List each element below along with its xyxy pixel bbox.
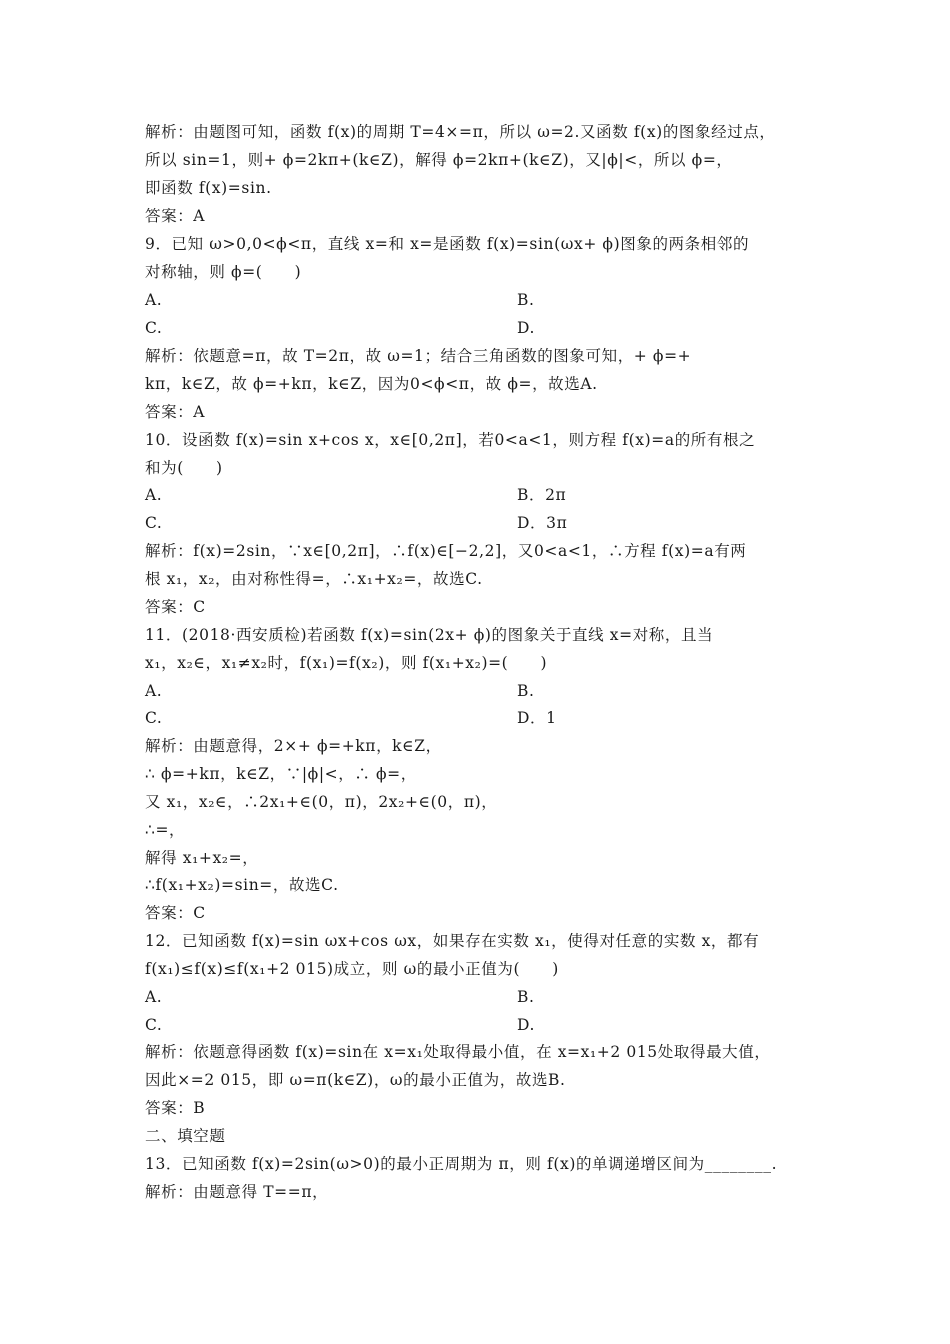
solution-line: 解析：依题意得函数 f(x)=sin在 x=x₁处取得最小值，在 x=x₁+2 015处取得最大值， [145,1043,771,1061]
solution-line: 解析：由题意得 T==π， [145,1183,329,1201]
answer-line: 答案：A [145,403,206,421]
question-9: 9．已知 ω>0,0<ϕ<π，直线 x=和 x=是函数 f(x)=sin(ωx+ ϕ)图象的两条相邻的 [145,235,750,253]
question-11: 11．(2018·西安质检)若函数 f(x)=sin(2x+ ϕ)的图象关于直线 x=对称，且当 [145,626,714,644]
solution-line: ∴=， [145,821,186,839]
option-d: D. [517,1016,536,1034]
solution-line: 所以 sin=1，则+ ϕ=2kπ+(k∈Z)，解得 ϕ=2kπ+(k∈Z)，又|ϕ|<，所以 ϕ=， [145,151,733,169]
question-13: 13．已知函数 f(x)=2sin(ω>0)的最小正周期为 π，则 f(x)的单调递增区间为________. [145,1155,778,1173]
solution-line: kπ，k∈Z，故 ϕ=+kπ，k∈Z，因为0<ϕ<π，故 ϕ=，故选A. [145,375,598,393]
option-d: D．1 [517,709,557,727]
solution-line: ∴ ϕ=+kπ，k∈Z，∵|ϕ|<，∴ ϕ=， [145,765,417,783]
option-a: A. [145,486,163,504]
option-d: D．3π [517,514,568,532]
solution-line: 解得 x₁+x₂=， [145,849,259,867]
answer-line: 答案：A [145,207,206,225]
question-10: 和为( ) [145,459,223,477]
question-10: 10．设函数 f(x)=sin x+cos x，x∈[0,2π]，若0<a<1，则方程 f(x)=a的所有根之 [145,431,756,449]
section-heading: 二、填空题 [145,1127,226,1145]
option-c: C. [145,709,163,727]
option-b: B．2π [517,486,567,504]
solution-line: 根 x₁，x₂，由对称性得=，∴x₁+x₂=，故选C. [145,570,483,588]
solution-line: 解析：由题图可知，函数 f(x)的周期 T=4×=π，所以 ω=2.又函数 f(x)的图象经过点， [145,123,776,141]
solution-line: 即函数 f(x)=sin. [145,179,272,197]
solution-line: 解析：由题意得，2×+ ϕ=+kπ，k∈Z， [145,737,442,755]
question-11: x₁，x₂∈，x₁≠x₂时，f(x₁)=f(x₂)，则 f(x₁+x₂)=( ) [145,654,548,672]
option-b: B. [517,988,535,1006]
option-b: B. [517,682,535,700]
solution-line: 因此×=2 015，即 ω=π(k∈Z)，ω的最小正值为，故选B. [145,1071,566,1089]
solution-line: 解析：依题意=π，故 T=2π，故 ω=1；结合三角函数的图象可知，+ ϕ=+ [145,347,692,365]
solution-line: 又 x₁，x₂∈，∴2x₁+∈(0，π)，2x₂+∈(0，π)， [145,793,498,811]
option-a: A. [145,291,163,309]
question-9: 对称轴，则 ϕ=( ) [145,263,302,281]
option-d: D. [517,319,536,337]
option-c: C. [145,319,163,337]
question-12: f(x₁)≤f(x)≤f(x₁+2 015)成立，则 ω的最小正值为( ) [145,960,559,978]
option-c: C. [145,1016,163,1034]
option-b: B. [517,291,535,309]
solution-line: ∴f(x₁+x₂)=sin=，故选C. [145,876,339,894]
answer-line: 答案：C [145,598,206,616]
solution-line: 解析：f(x)=2sin，∵x∈[0,2π]，∴f(x)∈[−2,2]，又0<a<1，∴方程 f(x)=a有两 [145,542,747,560]
answer-line: 答案：C [145,904,206,922]
answer-line: 答案：B [145,1099,206,1117]
option-a: A. [145,988,163,1006]
option-a: A. [145,682,163,700]
option-c: C. [145,514,163,532]
question-12: 12．已知函数 f(x)=sin ωx+cos ωx，如果存在实数 x₁，使得对任意的实数 x，都有 [145,932,760,950]
